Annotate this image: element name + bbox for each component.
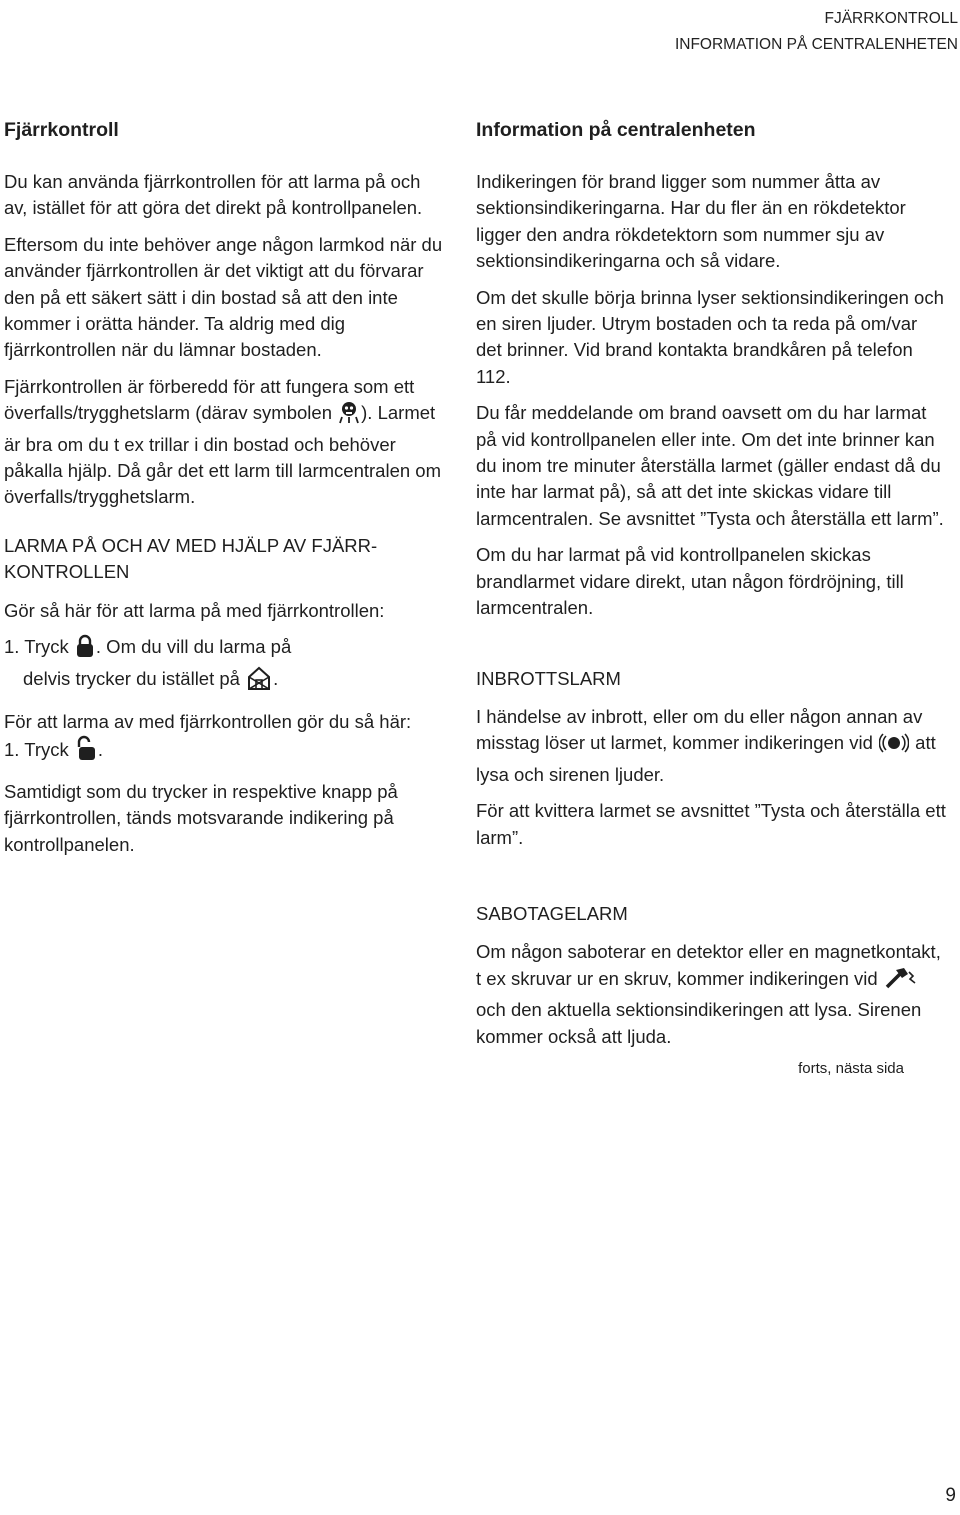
header-chapter: FJÄRRKONTROLL <box>824 10 958 27</box>
lock-open-icon <box>75 735 97 768</box>
left-paragraph-1: Du kan använda fjärrkontrollen för att larma på och av, istället för att göra det direkt på kontrollpanelen. <box>4 171 423 219</box>
right-paragraph-5: I händelse av inbrott, eller om du eller någon annan av misstag löser ut larmet, kommer indikeringen vid att lysa och sirenen ljuder. <box>476 705 936 785</box>
step-disarm: 1. Tryck . <box>4 735 444 768</box>
right-paragraph-4: Om du har larmat på vid kontrollpanelen skickas brandlarmet vidare direkt, utan någon fördröjning, till larmcentralen. <box>476 544 904 619</box>
left-paragraph-3: Fjärrkontrollen är förberedd för att fungera som ett överfalls/trygghetslarm (därav symbolen ). Larmet är bra om du t ex trillar i din bostad och behöver påkalla hjälp. Då går det ett larm till larmcentralen om överfalls/trygghetslarm. <box>4 375 441 508</box>
panic-symbol-icon <box>338 400 360 431</box>
section-heading-burglary: INBROTTSLARM <box>476 667 621 689</box>
house-partial-icon <box>246 666 272 697</box>
page-number: 9 <box>945 1485 956 1506</box>
continued-footnote: forts, nästa sida <box>798 1059 904 1077</box>
right-paragraph-6: För att kvittera larmet se avsnittet ”Tysta och återställa ett larm”. <box>476 800 946 848</box>
section-heading-tamper: SABOTAGELARM <box>476 902 628 924</box>
step-arm: 1. Tryck . Om du vill du larma på <box>4 634 444 665</box>
alarm-indicator-icon <box>879 732 909 761</box>
right-paragraph-3: Du får meddelande om brand oavsett om du har larmat på vid kontrollpanelen eller inte. Om det inte brinner kan du inom tre minuter återställa larmet (gäller endast då du inte har larmat på), så att det inte skickas vidare till larmcentralen. Se avsnittet ”Tysta och återställa ett larm”. <box>476 402 944 529</box>
section-heading-remote: LARMA PÅ OCH AV MED HJÄLP AV FJÄRR-KONTROLLEN <box>4 534 378 583</box>
left-column <box>4 116 444 868</box>
left-title: Fjärrkontroll <box>4 119 119 141</box>
right-paragraph-1: Indikeringen för brand ligger som nummer åtta av sektionsindikeringarna. Har du fler än en rökdetektor ligger den andra rökdetektorn som nummer sju av sektionsindikeringarna och så vidare. <box>476 171 906 272</box>
left-paragraph-5: För att larma av med fjärrkontrollen gör du så här: <box>4 710 412 732</box>
right-paragraph-2: Om det skulle börja brinna lyser sektionsindikeringen och en siren ljuder. Utrym bostaden och ta reda på om/var det brinner. Vid brand kontakta brandkåren på telefon 112. <box>476 286 944 387</box>
left-paragraph-2: Eftersom du inte behöver ange någon larmkod när du använder fjärrkontrollen är det viktigt att du förvarar den på ett säkert sätt i din bostad så att den inte kommer i orätta händer. Ta aldrig med dig fjärrkontrollen när du lämnar bostaden. <box>4 233 443 361</box>
header-section: INFORMATION PÅ CENTRALENHETEN <box>674 36 958 53</box>
right-column <box>476 116 946 1082</box>
left-paragraph-6: Samtidigt som du trycker in respektive knapp på fjärrkontrollen, tänds motsvarande indikering på kontrollpanelen. <box>4 780 398 855</box>
right-title: Information på centralenheten <box>476 119 756 141</box>
tamper-hammer-icon <box>884 966 920 997</box>
lock-closed-icon <box>75 634 95 665</box>
left-paragraph-4: Gör så här för att larma på med fjärrkontrollen: <box>4 599 385 621</box>
step-arm-partial: delvis trycker du istället på . <box>4 666 444 697</box>
page-header <box>675 6 958 58</box>
right-paragraph-7: Om någon saboterar en detektor eller en magnetkontakt, t ex skruvar ur en skruv, kommer indikeringen vid och den aktuella sektionsindikeringen att lysa. Sirenen kommer också att ljuda. <box>476 941 941 1047</box>
